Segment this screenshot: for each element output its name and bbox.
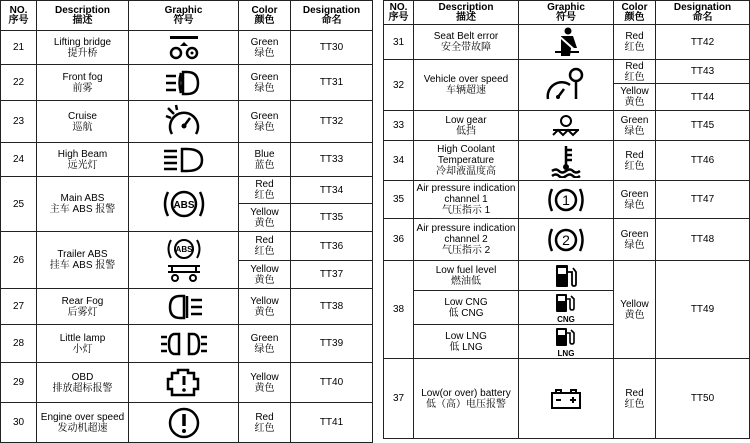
row-description: Low CNG 低 CNG xyxy=(414,291,519,325)
header-graphic: Graphic 符号 xyxy=(519,1,614,25)
row-designation: TT39 xyxy=(291,325,373,363)
row-number: 23 xyxy=(1,101,37,143)
row-color: Yellow 黄色 xyxy=(239,204,291,232)
table-row xyxy=(1,232,373,261)
table-row xyxy=(384,261,750,291)
air-pressure-1-icon xyxy=(546,185,586,215)
table-row xyxy=(1,403,373,443)
row-color: Red 红色 xyxy=(614,359,656,439)
row-number: 28 xyxy=(1,325,37,363)
row-graphic xyxy=(129,177,239,232)
row-graphic xyxy=(519,359,614,439)
row-graphic xyxy=(129,101,239,143)
table-row xyxy=(384,141,750,181)
table-row xyxy=(1,363,373,403)
row-designation: TT42 xyxy=(656,25,750,60)
row-number: 36 xyxy=(384,219,414,261)
row-description: High Coolant Temperature 冷却液温度高 xyxy=(414,141,519,181)
row-color: Red 红色 xyxy=(239,403,291,443)
row-number: 35 xyxy=(384,181,414,219)
row-description: High Beam 远光灯 xyxy=(37,143,129,177)
coolant-temperature-icon xyxy=(548,144,584,178)
row-number: 26 xyxy=(1,232,37,289)
row-graphic xyxy=(519,25,614,60)
low-fuel-icon xyxy=(553,262,579,290)
row-description: Engine over speed 发动机超速 xyxy=(37,403,129,443)
row-graphic xyxy=(519,181,614,219)
row-color: Blue 蓝色 xyxy=(239,143,291,177)
table-row xyxy=(384,219,750,261)
row-color: Green 绿色 xyxy=(239,31,291,65)
battery-icon xyxy=(549,388,583,410)
row-designation: TT44 xyxy=(656,84,750,111)
table-row xyxy=(384,359,750,439)
row-graphic xyxy=(129,289,239,325)
vehicle-over-speed-icon xyxy=(544,65,588,105)
svg-text:ABS: ABS xyxy=(175,245,192,254)
row-designation: TT34 xyxy=(291,177,373,204)
lng-label: LNG xyxy=(557,348,575,358)
row-designation: TT49 xyxy=(656,261,750,359)
trailer-abs-icon xyxy=(160,235,208,285)
little-lamp-icon xyxy=(159,330,209,358)
svg-text:2: 2 xyxy=(562,231,570,248)
header-graphic: Graphic 符号 xyxy=(129,1,239,31)
row-description: Air pressure indication channel 1 气压指示 1 xyxy=(414,181,519,219)
row-graphic xyxy=(129,363,239,403)
header-designation: Designation 命名 xyxy=(656,1,750,25)
row-graphic xyxy=(129,65,239,101)
table-row xyxy=(384,181,750,219)
row-number: 27 xyxy=(1,289,37,325)
row-description: Low LNG 低 LNG xyxy=(414,325,519,359)
row-color: Red 红色 xyxy=(614,60,656,84)
row-graphic xyxy=(129,325,239,363)
row-number: 38 xyxy=(384,261,414,359)
row-designation: TT43 xyxy=(656,60,750,84)
row-color: Yellow 黄色 xyxy=(239,363,291,403)
row-number: 31 xyxy=(384,25,414,60)
seat-belt-icon xyxy=(549,26,583,58)
row-description: Low gear 低挡 xyxy=(414,111,519,141)
row-designation: TT46 xyxy=(656,141,750,181)
row-color: Green 绿色 xyxy=(239,101,291,143)
row-description: Lifting bridge 提升桥 xyxy=(37,31,129,65)
row-designation: TT38 xyxy=(291,289,373,325)
row-description: Little lamp 小灯 xyxy=(37,325,129,363)
row-designation: TT35 xyxy=(291,204,373,232)
table-row xyxy=(384,60,750,84)
row-number: 29 xyxy=(1,363,37,403)
row-description: Front fog 前雾 xyxy=(37,65,129,101)
row-number: 21 xyxy=(1,31,37,65)
header-color: Color 颜色 xyxy=(239,1,291,31)
header-no: NO. 序号 xyxy=(1,1,37,31)
row-number: 24 xyxy=(1,143,37,177)
row-designation: TT48 xyxy=(656,219,750,261)
row-color: Green 绿色 xyxy=(239,65,291,101)
header-no: NO. 序号 xyxy=(384,1,414,25)
svg-text:ABS: ABS xyxy=(172,200,195,211)
row-color: Red 红色 xyxy=(614,141,656,181)
header-description: Description 描述 xyxy=(37,1,129,31)
low-gear-icon xyxy=(549,113,583,139)
row-number: 25 xyxy=(1,177,37,232)
row-color: Green 绿色 xyxy=(239,325,291,363)
row-description: Rear Fog 后雾灯 xyxy=(37,289,129,325)
row-graphic xyxy=(129,403,239,443)
table-row xyxy=(1,101,373,143)
row-designation: TT50 xyxy=(656,359,750,439)
row-description: Main ABS 主车 ABS 报警 xyxy=(37,177,129,232)
header-description: Description 描述 xyxy=(414,1,519,25)
row-description: Cruise 巡航 xyxy=(37,101,129,143)
table-row xyxy=(1,31,373,65)
row-number: 22 xyxy=(1,65,37,101)
header-row xyxy=(384,1,750,25)
row-graphic xyxy=(129,143,239,177)
row-designation: TT32 xyxy=(291,101,373,143)
row-graphic xyxy=(519,141,614,181)
row-designation: TT45 xyxy=(656,111,750,141)
table-row xyxy=(1,177,373,204)
low-lng-icon xyxy=(551,326,581,358)
row-color: Red 红色 xyxy=(239,232,291,261)
row-graphic xyxy=(129,232,239,289)
row-graphic xyxy=(129,31,239,65)
row-designation: TT36 xyxy=(291,232,373,261)
table-row xyxy=(1,143,373,177)
front-fog-icon xyxy=(164,69,204,97)
header-row xyxy=(1,1,373,31)
row-description: OBD 排放超标报警 xyxy=(37,363,129,403)
row-description: Low(or over) battery 低（高）电压报警 xyxy=(414,359,519,439)
row-color: Green 绿色 xyxy=(614,111,656,141)
row-designation: TT40 xyxy=(291,363,373,403)
lifting-bridge-icon xyxy=(164,34,204,62)
left-symbol-table xyxy=(0,0,373,443)
right-symbol-table xyxy=(383,0,750,439)
row-color: Green 绿色 xyxy=(614,219,656,261)
table-row xyxy=(384,111,750,141)
header-designation: Designation 命名 xyxy=(291,1,373,31)
header-color: Color 颜色 xyxy=(614,1,656,25)
row-number: 33 xyxy=(384,111,414,141)
cng-label: CNG xyxy=(557,314,575,324)
table-row xyxy=(1,289,373,325)
row-color: Red 红色 xyxy=(239,177,291,204)
svg-text:1: 1 xyxy=(562,191,570,208)
row-graphic xyxy=(519,60,614,111)
row-designation: TT31 xyxy=(291,65,373,101)
row-description: Low fuel level 燃油低 xyxy=(414,261,519,291)
row-description: Seat Belt error 安全带故障 xyxy=(414,25,519,60)
low-cng-icon xyxy=(551,292,581,324)
row-graphic xyxy=(519,261,614,291)
row-number: 34 xyxy=(384,141,414,181)
rear-fog-icon xyxy=(164,293,204,321)
row-designation: TT37 xyxy=(291,261,373,289)
row-description: Vehicle over speed 车辆超速 xyxy=(414,60,519,111)
air-pressure-2-icon xyxy=(546,225,586,255)
main-abs-icon xyxy=(160,184,208,224)
row-designation: TT33 xyxy=(291,143,373,177)
row-description: Air pressure indication channel 2 气压指示 2 xyxy=(414,219,519,261)
row-number: 37 xyxy=(384,359,414,439)
row-color: Yellow 黄色 xyxy=(239,261,291,289)
row-graphic xyxy=(519,219,614,261)
table-row xyxy=(1,325,373,363)
row-number: 32 xyxy=(384,60,414,111)
row-color: Red 红色 xyxy=(614,25,656,60)
high-beam-icon xyxy=(162,146,206,174)
row-color: Yellow 黄色 xyxy=(614,261,656,359)
obd-icon xyxy=(162,367,206,399)
table-row xyxy=(384,25,750,60)
row-designation: TT47 xyxy=(656,181,750,219)
row-color: Green 绿色 xyxy=(614,181,656,219)
cruise-icon xyxy=(164,104,204,140)
row-graphic xyxy=(519,111,614,141)
row-number: 30 xyxy=(1,403,37,443)
row-description: Trailer ABS 挂车 ABS 报警 xyxy=(37,232,129,289)
table-row xyxy=(1,65,373,101)
row-designation: TT41 xyxy=(291,403,373,443)
row-graphic xyxy=(519,291,614,325)
row-color: Yellow 黄色 xyxy=(239,289,291,325)
row-color: Yellow 黄色 xyxy=(614,84,656,111)
row-graphic xyxy=(519,325,614,359)
row-designation: TT30 xyxy=(291,31,373,65)
engine-over-speed-icon xyxy=(164,405,204,441)
